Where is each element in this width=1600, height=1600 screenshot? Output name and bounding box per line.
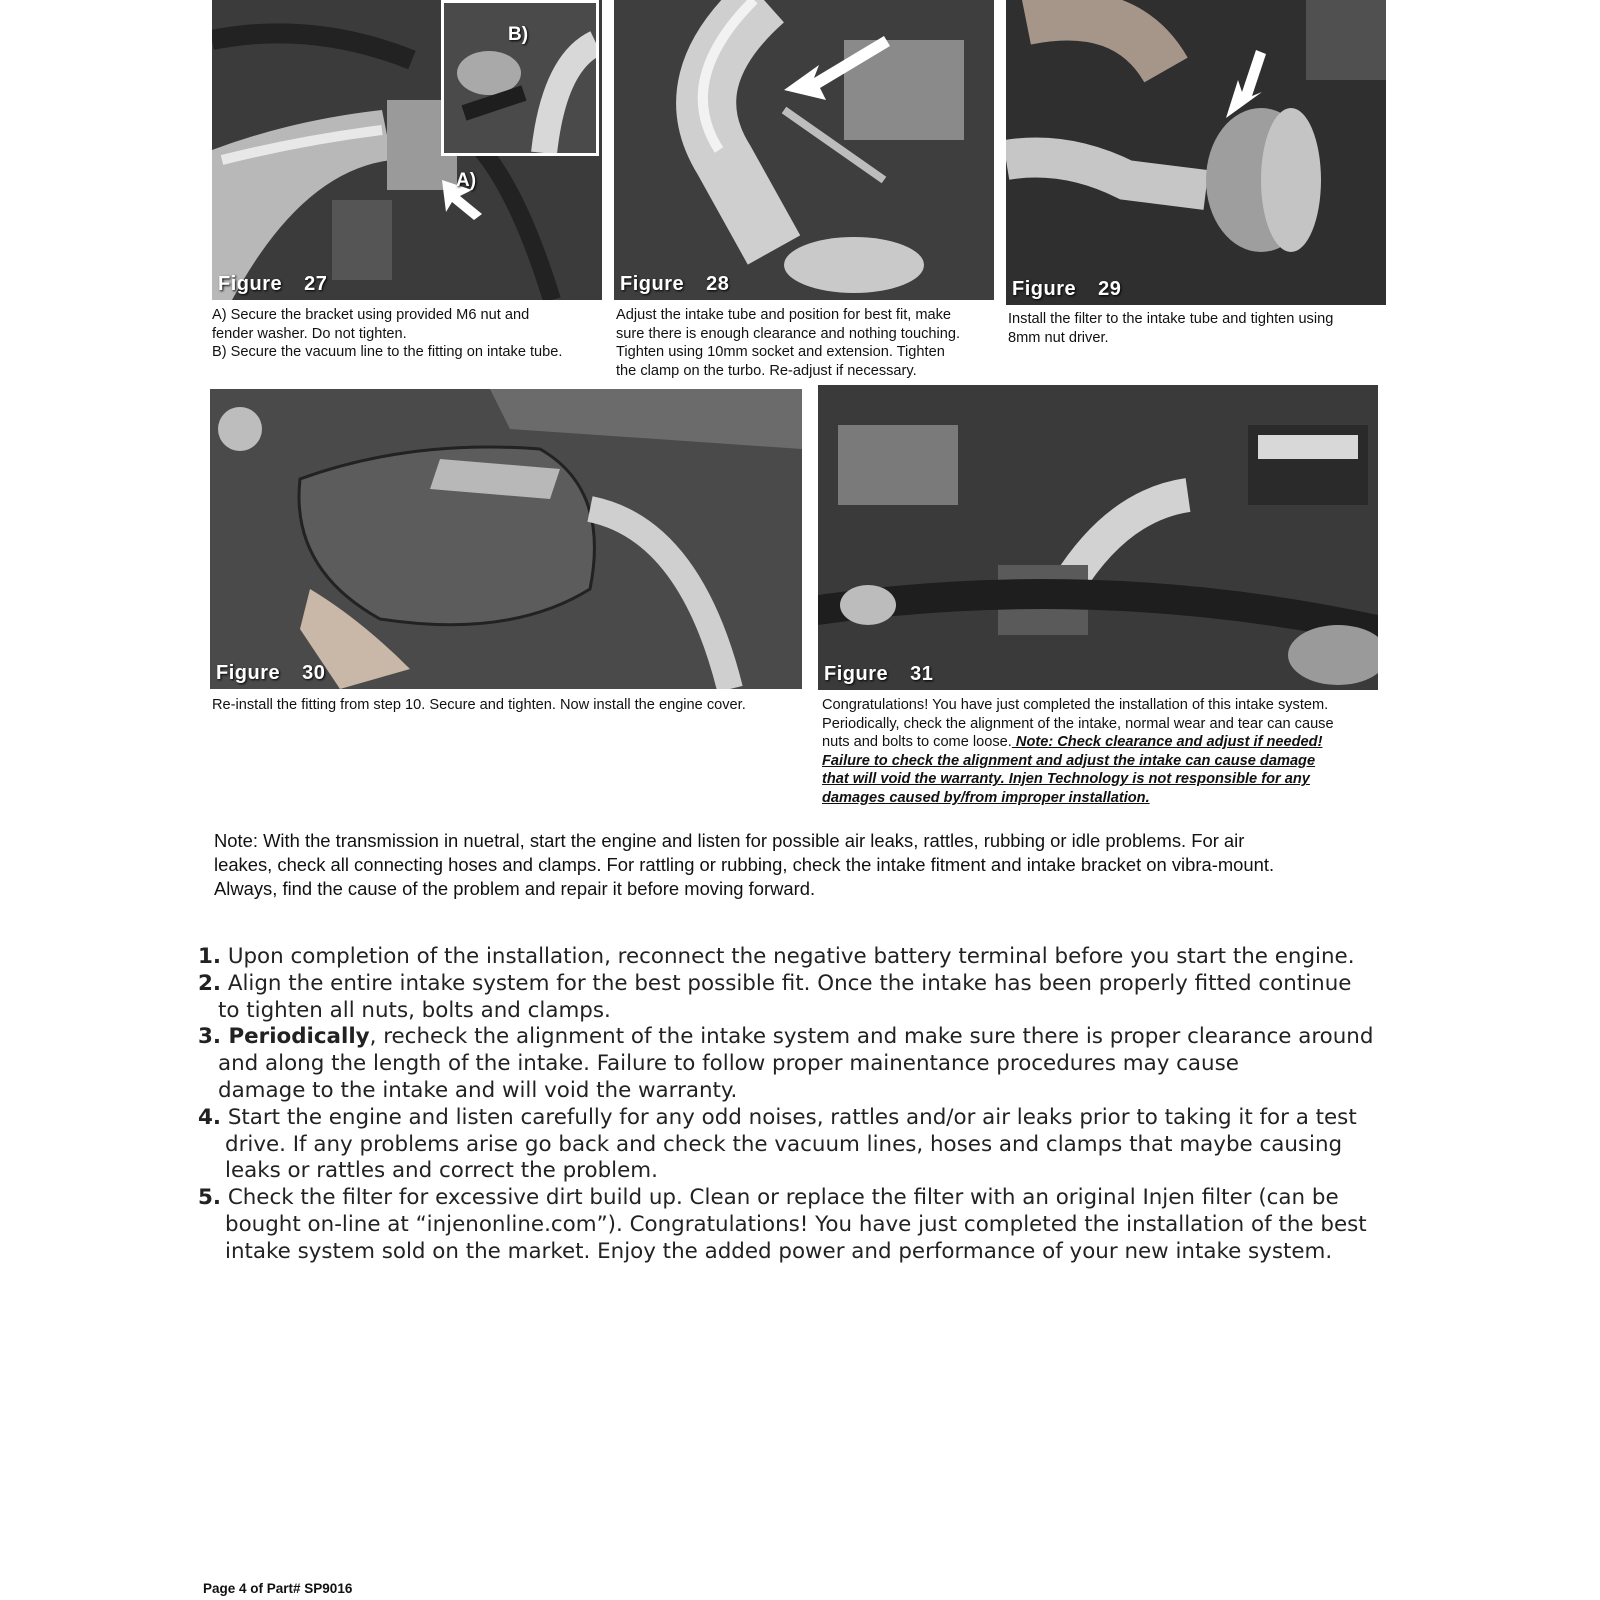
- list-item: [198, 1024, 1408, 1104]
- figure-28-photo: [614, 0, 994, 300]
- step-number: 1.: [198, 944, 222, 969]
- caption-line: Adjust the intake tube and position for best fit, make: [616, 307, 952, 323]
- transmission-note: [214, 829, 1394, 901]
- figure-31-photo: [818, 385, 1378, 690]
- list-item: [198, 971, 1408, 1025]
- figure-31-label: Figure 31: [824, 663, 934, 685]
- arrow-label-a: A): [456, 170, 477, 191]
- list-item: [198, 944, 1408, 971]
- step-text: intake system sold on the market. Enjoy the added power and performance of your new intake system.: [225, 1238, 1333, 1264]
- list-item: [198, 1105, 1408, 1185]
- caption-line: A) Secure the bracket using provided M6 nut and: [212, 307, 530, 323]
- list-item: [198, 1185, 1408, 1265]
- figure-31-caption: [822, 696, 1392, 808]
- note-line: Note: With the transmission in nuetral, start the engine and listen for possible air leaks, rattles, rubbing or idle problems. For air: [214, 830, 1245, 851]
- engine-photo-28: [614, 0, 994, 300]
- ford-logo-icon: [840, 585, 896, 625]
- figure-30-caption: [212, 696, 812, 715]
- warning-line: that will void the warranty. Injen Technology is not responsible for any: [822, 771, 1310, 788]
- figure-30-label: Figure 30: [216, 662, 326, 684]
- step-number: 3.: [198, 1024, 222, 1050]
- warning-line: damages caused by/from improper installation.: [822, 789, 1150, 806]
- figure-27-photo: [212, 0, 602, 300]
- final-steps-list: [198, 944, 1408, 1266]
- figure-29-label: Figure 29: [1012, 278, 1122, 300]
- figure-27-caption: [212, 306, 612, 362]
- step-number: 5.: [198, 1185, 222, 1211]
- caption-line: Periodically, check the alignment of the intake, normal wear and tear can cause: [822, 715, 1334, 732]
- caption-line: Congratulations! You have just completed the installation of this intake system.: [822, 697, 1329, 713]
- figure-28-label: Figure 28: [620, 273, 730, 295]
- caption-text: nuts and bolts to come loose.: [822, 734, 1012, 751]
- warning-line: Failure to check the alignment and adjust the intake can cause damage: [822, 752, 1316, 769]
- note-line: leakes, check all connecting hoses and clamps. For rattling or rubbing, check the intake fitment and intake bracket on vibra-mount.: [214, 854, 1275, 875]
- caption-line: the clamp on the turbo. Re-adjust if necessary.: [616, 362, 917, 379]
- step-text: and along the length of the intake. Failure to follow proper mainentance procedures may cause: [218, 1051, 1239, 1077]
- figure-29-photo: [1006, 0, 1386, 305]
- note-line: Always, find the cause of the problem and repair it before moving forward.: [214, 878, 816, 899]
- caption-line: Re-install the fitting from step 10. Secure and tighten. Now install the engine cover.: [212, 697, 746, 713]
- step-text: Start the engine and listen carefully for any odd noises, rattles and/or air leaks prior to taking it for a test: [221, 1104, 1357, 1130]
- figure-29-caption: [1008, 310, 1393, 347]
- step-text: drive. If any problems arise go back and check the vacuum lines, hoses and clamps that maybe causing: [225, 1131, 1343, 1157]
- caption-line: fender washer. Do not tighten.: [212, 325, 407, 342]
- caption-line: Tighten using 10mm socket and extension. Tighten: [616, 344, 945, 361]
- caption-line: 8mm nut driver.: [1008, 329, 1109, 346]
- step-text: to tighten all nuts, bolts and clamps.: [218, 997, 611, 1023]
- step-number: 4.: [198, 1104, 222, 1130]
- arrow-label-b: B): [508, 24, 529, 45]
- step-text: , recheck the alignment of the intake system and make sure there is proper clearance around: [369, 1024, 1374, 1050]
- step-emphasis: Periodically: [221, 1024, 370, 1050]
- step-text: Upon completion of the installation, reconnect the negative battery terminal before you start the engine.: [221, 944, 1355, 969]
- step-text: bought on-line at “injenonline.com”). Congratulations! You have just completed the installation of the best: [225, 1211, 1367, 1237]
- engine-photo-30: [210, 389, 802, 689]
- caption-line: Install the filter to the intake tube and tighten using: [1008, 311, 1334, 327]
- step-text: leaks or rattles and correct the problem.: [225, 1158, 658, 1184]
- step-text: Align the entire intake system for the best possible fit. Once the intake has been properly fitted continue: [221, 970, 1352, 996]
- engine-photo-31: [818, 385, 1378, 690]
- warning-text: Note: Check clearance and adjust if needed!: [1011, 734, 1323, 751]
- step-text: Check the filter for excessive dirt build up. Clean or replace the filter with an original Injen filter (can be: [221, 1185, 1339, 1211]
- step-number: 2.: [198, 970, 222, 996]
- figure-28-caption: [616, 306, 1006, 380]
- caption-line: B) Secure the vacuum line to the fitting on intake tube.: [212, 344, 563, 361]
- caption-line: sure there is enough clearance and nothing touching.: [616, 325, 961, 342]
- figure-27-label: Figure 27: [218, 273, 328, 295]
- caption-line: [822, 733, 1392, 752]
- step-text: damage to the intake and will void the warranty.: [218, 1077, 738, 1103]
- engine-photo-29: [1006, 0, 1386, 305]
- page-footer: Page 4 of Part# SP9016: [203, 1581, 353, 1596]
- figure-30-photo: [210, 389, 802, 689]
